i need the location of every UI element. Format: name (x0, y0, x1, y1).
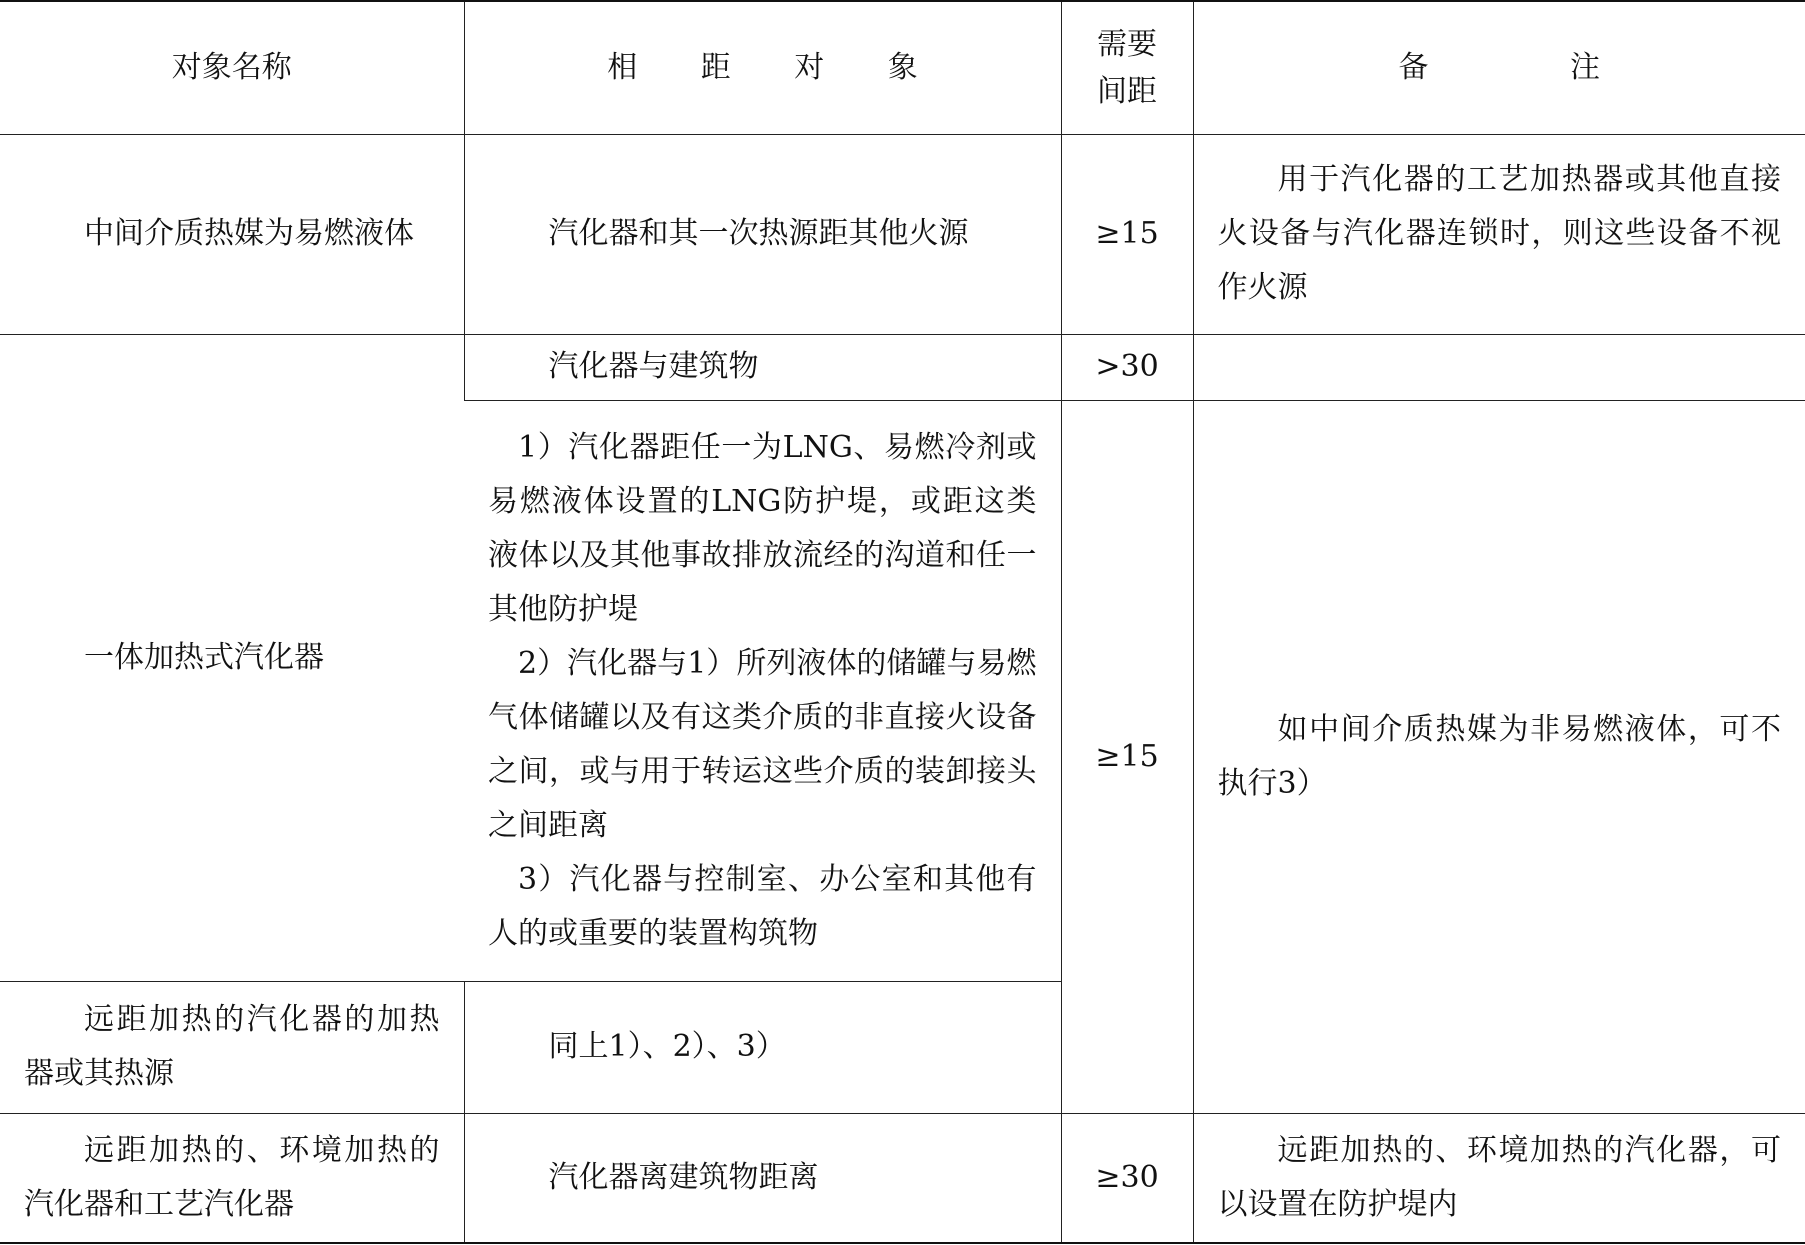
distance-cell (1061, 400, 1193, 1113)
distance-value: ≥15 (1095, 216, 1159, 251)
header-target-label: 相 距 对 象 (607, 49, 945, 85)
distance-value: >30 (1095, 349, 1159, 384)
header-note (1193, 1, 1805, 134)
target-cell (464, 334, 1061, 400)
object-text: 一体加热式汽化器 (84, 639, 324, 675)
target-item-1: 1）汽化器距任一为LNG、易燃冷剂或易燃液体设置的LNG防护堤，或距这类液体以及其他事故排放流经的沟道和任一其他防护堤 (488, 429, 1037, 627)
table-header-row (0, 1, 1805, 134)
object-cell (0, 981, 464, 1113)
note-cell (1193, 134, 1805, 334)
header-distance-line1: 需要 (1097, 26, 1157, 62)
target-item-2: 2）汽化器与1）所列液体的储罐与易燃气体储罐以及有这类介质的非直接火设备之间，或与用于转运这些介质的装卸接头之间距离 (488, 645, 1037, 843)
table-row (0, 134, 1805, 334)
distance-cell (1061, 1113, 1193, 1243)
target-cell (464, 981, 1061, 1113)
header-note-label: 备 注 (1398, 49, 1667, 85)
note-text: 如中间介质热媒为非易燃液体，可不执行3） (1217, 711, 1781, 801)
target-text: 汽化器离建筑物距离 (548, 1159, 819, 1195)
object-text: 中间介质热媒为易燃液体 (84, 216, 414, 251)
header-target (464, 1, 1061, 134)
table-row (0, 334, 1805, 400)
object-cell (0, 334, 464, 981)
target-text: 同上1）、2）、3） (548, 1029, 786, 1064)
note-cell (1193, 334, 1805, 400)
table-row (0, 1113, 1805, 1243)
distance-cell (1061, 134, 1193, 334)
header-distance-line2: 间距 (1097, 73, 1157, 109)
note-text: 远距加热的、环境加热的汽化器，可以设置在防护堤内 (1217, 1132, 1781, 1222)
note-cell (1193, 1113, 1805, 1243)
target-text: 汽化器和其一次热源距其他火源 (548, 216, 969, 251)
target-item-3: 3）汽化器与控制室、办公室和其他有人的或重要的装置构筑物 (488, 861, 1037, 951)
header-object-name-label: 对象名称 (171, 49, 292, 85)
distance-cell (1061, 334, 1193, 400)
note-text: 用于汽化器的工艺加热器或其他直接火设备与汽化器连锁时，则这些设备不视作火源 (1217, 162, 1781, 305)
object-cell (0, 134, 464, 334)
header-object-name (0, 1, 464, 134)
target-cell (464, 1113, 1061, 1243)
object-text: 远距加热的汽化器的加热器或其热源 (24, 1002, 440, 1091)
note-cell (1193, 400, 1805, 1113)
object-cell (0, 1113, 464, 1243)
object-text: 远距加热的、环境加热的汽化器和工艺汽化器 (24, 1132, 440, 1222)
target-cell (464, 400, 1061, 981)
target-text: 汽化器与建筑物 (548, 349, 759, 384)
distance-value: ≥15 (1095, 738, 1159, 774)
target-cell (464, 134, 1061, 334)
distance-value: ≥30 (1095, 1159, 1159, 1195)
header-distance (1061, 1, 1193, 134)
